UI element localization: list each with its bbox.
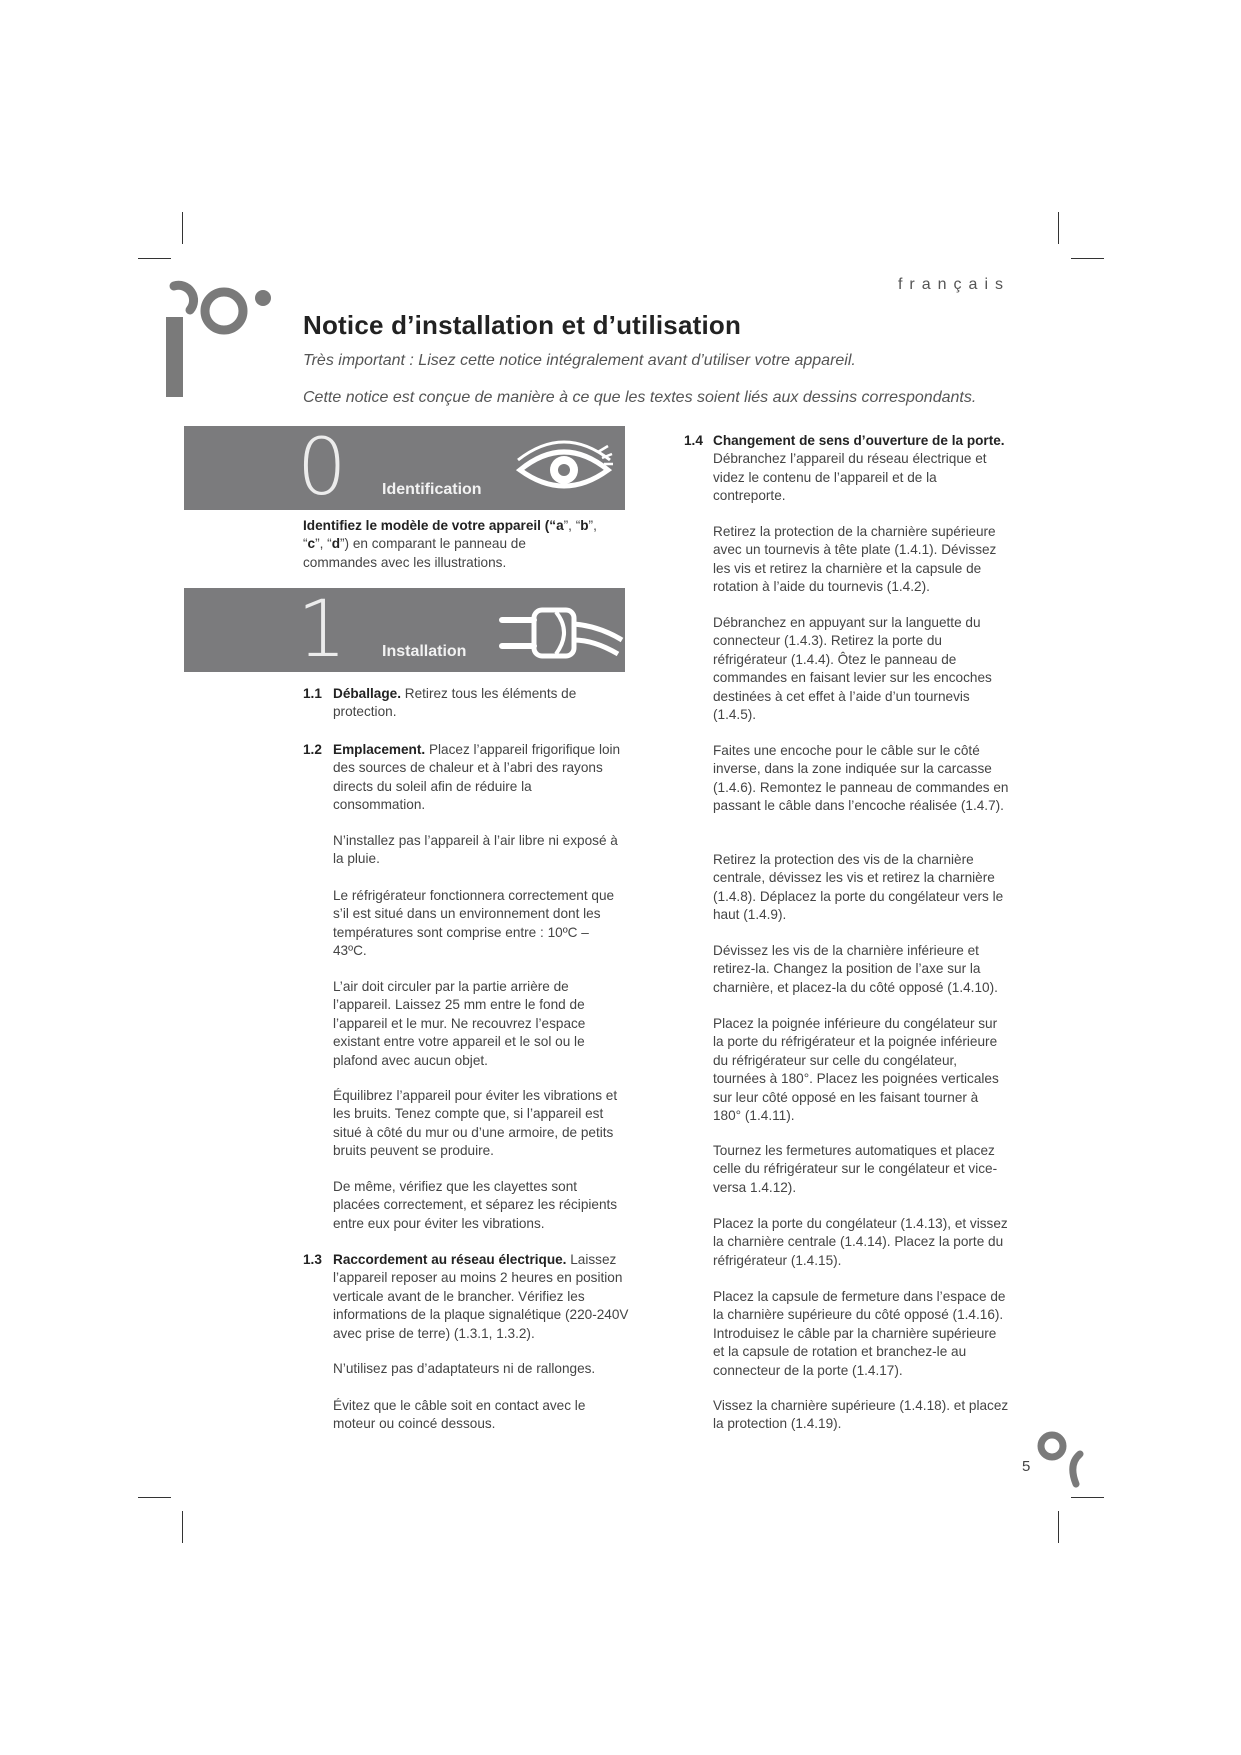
paragraph-1-3: Raccordement au réseau électrique. Laissez l’appareil reposer au moins 2 heures en position verticale avant de le brancher. Vérifiez les informations de la plaque signalétique (220-240V avec prise de terre) (1.3.1, 1.3.2). xyxy=(333,1252,629,1341)
paragraph-1-4-c: Débranchez en appuyant sur la languette du connecteur (1.4.3). Retirez la porte du réfrigérateur (1.4.4). Ôtez le panneau de commandes en faisant levier sur les encoches destinées à cet effet à l’aide d’un tournevis (1.4.5). xyxy=(713,615,992,723)
crop-mark xyxy=(1071,258,1104,259)
intro-important: Très important : Lisez cette notice intégralement avant d’utiliser votre appareil. xyxy=(303,352,856,369)
paragraph-1-4-f: Dévissez les vis de la charnière inférieure et retirez-la. Changez la position de l’axe sur la charnière, et placez-la du côté opposé (1.4.10). xyxy=(713,943,998,995)
section-number-1-1: 1.1 xyxy=(303,686,322,701)
paragraph-1-1: Déballage. Retirez tous les éléments de protection. xyxy=(333,686,577,720)
crop-mark xyxy=(1058,1511,1059,1543)
eye-icon xyxy=(514,438,616,500)
plug-icon xyxy=(494,602,624,664)
crop-mark xyxy=(182,212,183,244)
page-title: Notice d’installation et d’utilisation xyxy=(303,310,742,340)
crop-mark xyxy=(1058,212,1059,244)
paragraph-1-2-d: L’air doit circuler par la partie arrière de l’appareil. Laissez 25 mm entre le fond de l’appareil et le mur. Ne recouvrez l’espace existant entre votre appareil et le sol ou le plafond avec aucun objet. xyxy=(333,979,586,1068)
paragraph-1-4-e: Retirez la protection des vis de la charnière centrale, dévissez les vis et retirez la charnière (1.4.8). Déplacez la porte du congélateur vers le haut (1.4.9). xyxy=(713,852,1004,923)
page-number: 5 xyxy=(1022,1458,1031,1475)
language-label: français xyxy=(897,276,1010,293)
crop-mark xyxy=(182,1511,183,1543)
paragraph-1-4-i: Placez la porte du congélateur (1.4.13), et vissez la charnière centrale (1.4.14). Placez la porte du réfrigérateur (1.4.15). xyxy=(713,1216,1008,1268)
paragraph-1-4: Changement de sens d’ouverture de la porte. Débranchez l’appareil du réseau électrique et videz le contenu de l’appareil et de la contreporte. xyxy=(713,433,1005,504)
paragraph-1-3-b: N’utilisez pas d’adaptateurs ni de rallonges. xyxy=(333,1361,596,1376)
paragraph-1-2-e: Équilibrez l’appareil pour éviter les vibrations et les bruits. Tenez compte que, si l’appareil est situé à côté du mur ou d’une armoire, de petits bruits peuvent se produire. xyxy=(333,1088,618,1159)
paragraph-1-2-b: N’installez pas l’appareil à l’air libre ni exposé à la pluie. xyxy=(333,833,618,867)
section-label: Identification xyxy=(382,481,482,498)
paragraph-1-4-j: Placez la capsule de fermeture dans l’espace de la charnière supérieure du côté opposé (1.4.16). Introduisez le câble par la charnière supérieure et la capsule de rotation et branchez-le au connecteur de la porte (1.4.17). xyxy=(713,1289,1006,1378)
section-number-1-2: 1.2 xyxy=(303,742,322,757)
paragraph-1-4-h: Tournez les fermetures automatiques et placez celle du réfrigérateur sur le congélateur et vice-versa 1.4.12). xyxy=(713,1143,998,1195)
section-number: 1 xyxy=(297,585,347,675)
intro-notice: Cette notice est conçue de manière à ce que les textes soient liés aux dessins correspondants. xyxy=(303,389,977,406)
paragraph-1-2-f: De même, vérifiez que les clayettes sont placées correctement, et séparez les récipients entre eux pour éviter les vibrations. xyxy=(333,1179,618,1231)
section-label: Installation xyxy=(382,643,467,660)
section-number-1-4: 1.4 xyxy=(684,433,703,448)
paragraph-1-4-d: Faites une encoche pour le câble sur le côté inverse, dans la zone indiquée sur la carcasse (1.4.6). Remontez le panneau de commandes en passant le câble dans l’encoche réalisée (1.4.7). xyxy=(713,743,1009,814)
section-number-1-3: 1.3 xyxy=(303,1252,322,1267)
section-banner-identification xyxy=(184,423,625,513)
paragraph-1-4-g: Placez la poignée inférieure du congélateur sur la porte du réfrigérateur et la poignée inférieure du réfrigérateur sur celle du congélateur, tournées à 180°. Placez les poignées verticales sur leur côté opposé en les faisant tourner à 180° (1.4.11). xyxy=(713,1016,999,1124)
paragraph-1-3-c: Évitez que le câble soit en contact avec le moteur ou coincé dessous. xyxy=(333,1398,586,1432)
paragraph-1-2-c: Le réfrigérateur fonctionnera correctement que s’il est situé dans un environnement dont les températures sont comprise entre : 10ºC – 43ºC. xyxy=(333,888,615,959)
crop-mark xyxy=(138,258,171,259)
crop-mark xyxy=(1071,1497,1104,1498)
paragraph-1-2: Emplacement. Placez l’appareil frigorifique loin des sources de chaleur et à l’abri des rayons directs du soleil afin de réduire la consommation. xyxy=(333,742,621,813)
identification-text: Identifiez le modèle de votre appareil (“a”, “b”, “c”, “d”) en comparant le panneau de commandes avec les illustrations. xyxy=(303,518,597,570)
section-banner-installation xyxy=(184,585,625,675)
brand-logo-icon xyxy=(160,272,280,402)
crop-mark xyxy=(138,1497,171,1498)
paragraph-1-4-b: Retirez la protection de la charnière supérieure avec un tournevis à tête plate (1.4.1). Dévissez les vis et retirez la charnière et la capsule de rotation à l’aide du tournevis (1.4.2). xyxy=(713,524,997,595)
brand-mark-icon xyxy=(1036,1424,1086,1488)
paragraph-1-4-k: Vissez la charnière supérieure (1.4.18). et placez la protection (1.4.19). xyxy=(713,1398,1009,1432)
section-number: 0 xyxy=(297,423,347,513)
